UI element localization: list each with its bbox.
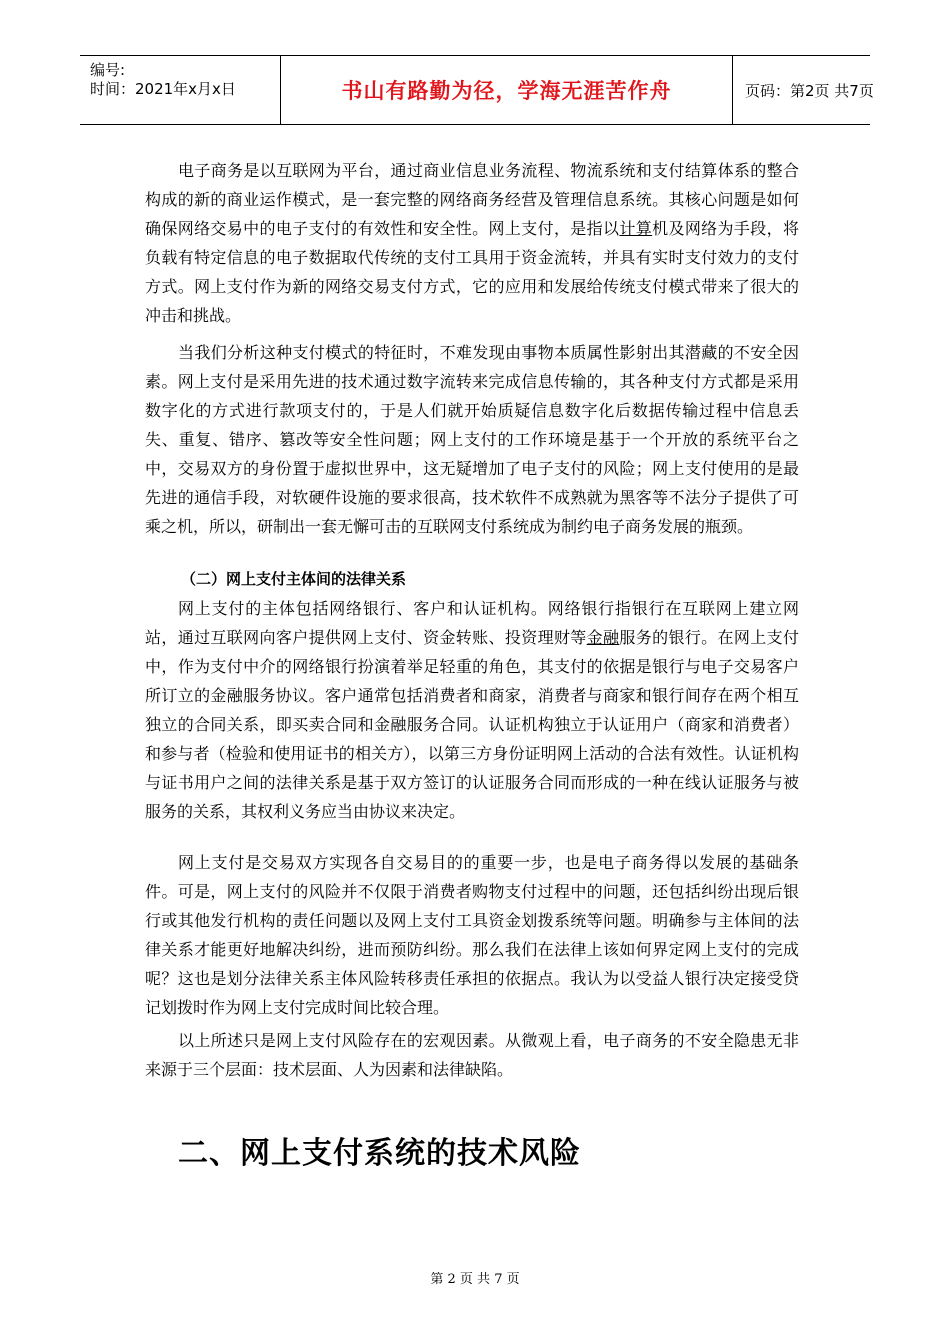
header-page-cell [733,56,874,124]
time-label: 时间：2021年x月x日 [90,80,236,98]
motto-text: 书山有路勤为径，学海无涯苦作舟 [341,79,672,103]
document-header [80,55,874,125]
paragraph-1 [145,156,799,330]
link-jisuan[interactable]: 计算 [619,219,653,238]
paragraph-1-text-b: 机及网络为手段，将负载有特定信息的电子数据取代传统的支付工具用于资金流转，并具有实时支付效力的支付方式。网上支付作为新的网络交易支付方式，它的应用和发展给传统支付模式带来了很大的冲击和挑战。 [145,219,799,325]
page-code: 页码：第2页 共7页 [745,81,874,100]
section-heading: 二、网上支付系统的技术风险 [178,1136,581,1171]
paragraph-5: 以上所述只是网上支付风险存在的宏观因素。从微观上看，电子商务的不安全隐患无非来源于三个层面：技术层面、人为因素和法律缺陷。 [145,1031,799,1079]
paragraph-4: 网上支付是交易双方实现各自交易目的的重要一步，也是电子商务得以发展的基础条件。可是，网上支付的风险并不仅限于消费者购物支付过程中的问题，还包括纠纷出现后银行或其他发行机构的责任问题以及网上支付工具资金划拨系统等问题。明确参与主体间的法律关系才能更好地解决纠纷，进而预防纠纷。那么我们在法律上该如何界定网上支付的完成呢？这也是划分法律关系主体风险转移责任承担的依据点。我认为以受益人银行决定接受贷记划拨时作为网上支付完成时间比较合理。 [145,853,799,1017]
paragraph-3 [145,594,799,826]
page-footer: 第 2 页 共 7 页 [430,1272,520,1287]
header-motto-cell [281,56,733,124]
document-body [145,156,799,1084]
header-meta-cell [80,56,281,124]
link-jinrong[interactable]: 金融 [586,628,620,647]
paragraph-3-text-b: 服务的银行。在网上支付中，作为支付中介的网络银行扮演着举足轻重的角色，其支付的依据是银行与电子交易客户所订立的金融服务协议。客户通常包括消费者和商家，消费者与商家和银行间存在两个相互独立的合同关系，即买卖合同和金融服务合同。认证机构独立于认证用户（商家和消费者）和参与者（检验和使用证书的相关方），以第三方身份证明网上活动的合法有效性。认证机构与证书用户之间的法律关系是基于双方签订的认证服务合同而形成的一种在线认证服务与被服务的关系，其权利义务应当由协议来决定。 [145,628,799,821]
paragraph-1-text-a: 电子商务是以互联网为平台，通过商业信息业务流程、物流系统和支付结算体系的整合构成的新的商业运作模式，是一套完整的网络商务经营及管理信息系统。其核心问题是如何确保网络交易中的电子支付的有效性和安全性。网上支付，是指以 [145,161,799,238]
paragraph-2: 当我们分析这种支付模式的特征时，不难发现由事物本质属性影射出其潜藏的不安全因素。网上支付是采用先进的技术通过数字流转来完成信息传输的，其各种支付方式都是采用数字化的方式进行款项支付的，于是人们就开始质疑信息数字化后数据传输过程中信息丢失、重复、错序、篡改等安全性问题；网上支付的工作环境是基于一个开放的系统平台之中，交易双方的身份置于虚拟世界中，这无疑增加了电子支付的风险；网上支付使用的是最先进的通信手段，对软硬件设施的要求很高，技术软件不成熟就为黑客等不法分子提供了可乘之机，所以，研制出一套无懈可击的互联网支付系统成为制约电子商务发展的瓶颈。 [145,343,799,536]
number-label: 编号: [90,61,126,79]
subheading-legal-relations: （二）网上支付主体间的法律关系 [181,570,407,588]
paragraph-3-text-a: 网上支付的主体包括网络银行、客户和认证机构。网络银行指银行在互联网上建立网站，通过互联网向客户提供网上支付、资金转账、投资理财等 [145,599,799,647]
